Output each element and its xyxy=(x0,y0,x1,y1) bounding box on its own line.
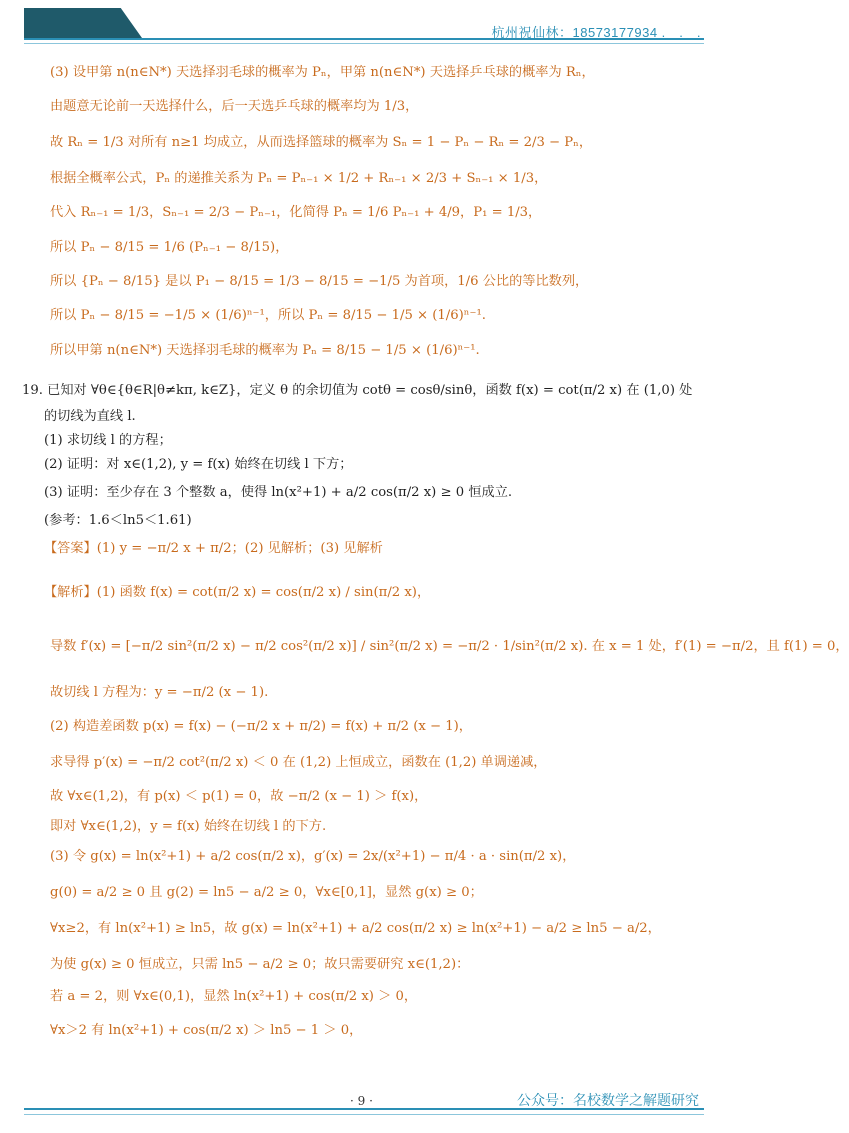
footer-rule-thin xyxy=(24,1114,704,1115)
problem-line: (2) 证明：对 x∈(1,2), y = f(x) 始终在切线 l 下方； xyxy=(44,457,353,472)
solution-line: 所以甲第 n(n∈N*) 天选择羽毛球的概率为 Pₙ = 8/15 − 1/5 × (1/6)ⁿ⁻¹. xyxy=(50,343,480,358)
problem-line: 19. 已知对 ∀θ∈{θ∈R|θ≠kπ, k∈Z}，定义 θ 的余切值为 cotθ = cosθ/sinθ，函数 f(x) = cot(π/2 x) 在 (1,0) 处 xyxy=(22,383,693,398)
solution-line: 为使 g(x) ≥ 0 恒成立，只需 ln5 − a/2 ≥ 0；故只需要研究 x∈(1,2)： xyxy=(50,957,470,972)
solution-line: 故 Rₙ = 1/3 对所有 n≥1 均成立，从而选择篮球的概率为 Sₙ = 1 − Pₙ − Rₙ = 2/3 − Pₙ， xyxy=(50,135,593,150)
page-header xyxy=(0,0,723,46)
solution-line: ∀x≥2，有 ln(x²+1) ≥ ln5，故 g(x) = ln(x²+1) + a/2 cos(π/2 x) ≥ ln(x²+1) − a/2 ≥ ln5 − a/2， xyxy=(50,921,661,936)
solution-line: 【答案】(1) y = −π/2 x + π/2；(2) 见解析；(3) 见解析 xyxy=(44,541,383,556)
solution-line: 求导得 p′(x) = −π/2 cot²(π/2 x) ＜ 0 在 (1,2) 上恒成立，函数在 (1,2) 单调递减， xyxy=(50,755,547,770)
solution-line: 故切线 l 方程为：y = −π/2 (x − 1). xyxy=(50,685,269,700)
solution-line: ∀x＞2 有 ln(x²+1) + cos(π/2 x) ＞ ln5 − 1 ＞ 0， xyxy=(50,1023,363,1038)
solution-line: 所以 {Pₙ − 8/15} 是以 P₁ − 8/15 = 1/3 − 8/15 = −1/5 为首项，1/6 公比的等比数列， xyxy=(50,274,589,289)
solution-line: g(0) = a/2 ≥ 0 且 g(2) = ln5 − a/2 ≥ 0，∀x∈[0,1]，显然 g(x) ≥ 0； xyxy=(50,885,483,900)
page-number: · 9 · xyxy=(350,1094,373,1108)
header-contact-text: 杭州祝仙林：18573177934 . . . xyxy=(491,25,701,40)
header-rule-thin xyxy=(24,43,704,44)
solution-line: 代入 Rₙ₋₁ = 1/3，Sₙ₋₁ = 2/3 − Pₙ₋₁，化简得 Pₙ = 1/6 Pₙ₋₁ + 4/9，P₁ = 1/3， xyxy=(50,205,542,220)
solution-line: (3) 令 g(x) = ln(x²+1) + a/2 cos(π/2 x)，g′(x) = 2x/(x²+1) − π/4 · a · sin(π/2 x)， xyxy=(50,849,576,864)
solution-line: 所以 Pₙ − 8/15 = 1/6 (Pₙ₋₁ − 8/15)， xyxy=(50,240,289,255)
solution-line: 所以 Pₙ − 8/15 = −1/5 × (1/6)ⁿ⁻¹，所以 Pₙ = 8/15 − 1/5 × (1/6)ⁿ⁻¹. xyxy=(50,308,486,323)
solution-line: (3) 设甲第 n(n∈N*) 天选择羽毛球的概率为 Pₙ，甲第 n(n∈N*) 天选择乒乓球的概率为 Rₙ， xyxy=(50,65,595,80)
problem-line: (参考：1.6＜ln5＜1.61) xyxy=(44,513,192,528)
solution-line: 故 ∀x∈(1,2)，有 p(x) ＜ p(1) = 0，故 −π/2 (x − 1) ＞ f(x)， xyxy=(50,789,428,804)
header-tab-decoration xyxy=(24,8,142,38)
footer-account-text: 公众号：名校数学之解题研究 xyxy=(517,1092,699,1108)
problem-line: (3) 证明：至少存在 3 个整数 a，使得 ln(x²+1) + a/2 cos(π/2 x) ≥ 0 恒成立. xyxy=(44,485,513,500)
problem-line: 的切线为直线 l. xyxy=(44,409,136,424)
solution-line: 由题意无论前一天选择什么，后一天选乒乓球的概率均为 1/3， xyxy=(50,99,419,114)
solution-line: 即对 ∀x∈(1,2)，y = f(x) 始终在切线 l 的下方. xyxy=(50,819,327,834)
solution-line: 若 a = 2，则 ∀x∈(0,1)，显然 ln(x²+1) + cos(π/2 x) ＞ 0， xyxy=(50,989,418,1004)
solution-line: 【解析】(1) 函数 f(x) = cot(π/2 x) = cos(π/2 x) / sin(π/2 x)， xyxy=(44,585,431,600)
solution-line: 导数 f′(x) = [−π/2 sin²(π/2 x) − π/2 cos²(π/2 x)] / sin²(π/2 x) = −π/2 · 1/sin²(π/2 x). 在 x = 1 处，f′(1) = −π/2，且 f(1) = 0， xyxy=(50,639,849,654)
problem-line: (1) 求切线 l 的方程； xyxy=(44,433,172,448)
solution-line: (2) 构造差函数 p(x) = f(x) − (−π/2 x + π/2) = f(x) + π/2 (x − 1)， xyxy=(50,719,472,734)
solution-line: 根据全概率公式，Pₙ 的递推关系为 Pₙ = Pₙ₋₁ × 1/2 + Rₙ₋₁ × 2/3 + Sₙ₋₁ × 1/3， xyxy=(50,171,548,186)
